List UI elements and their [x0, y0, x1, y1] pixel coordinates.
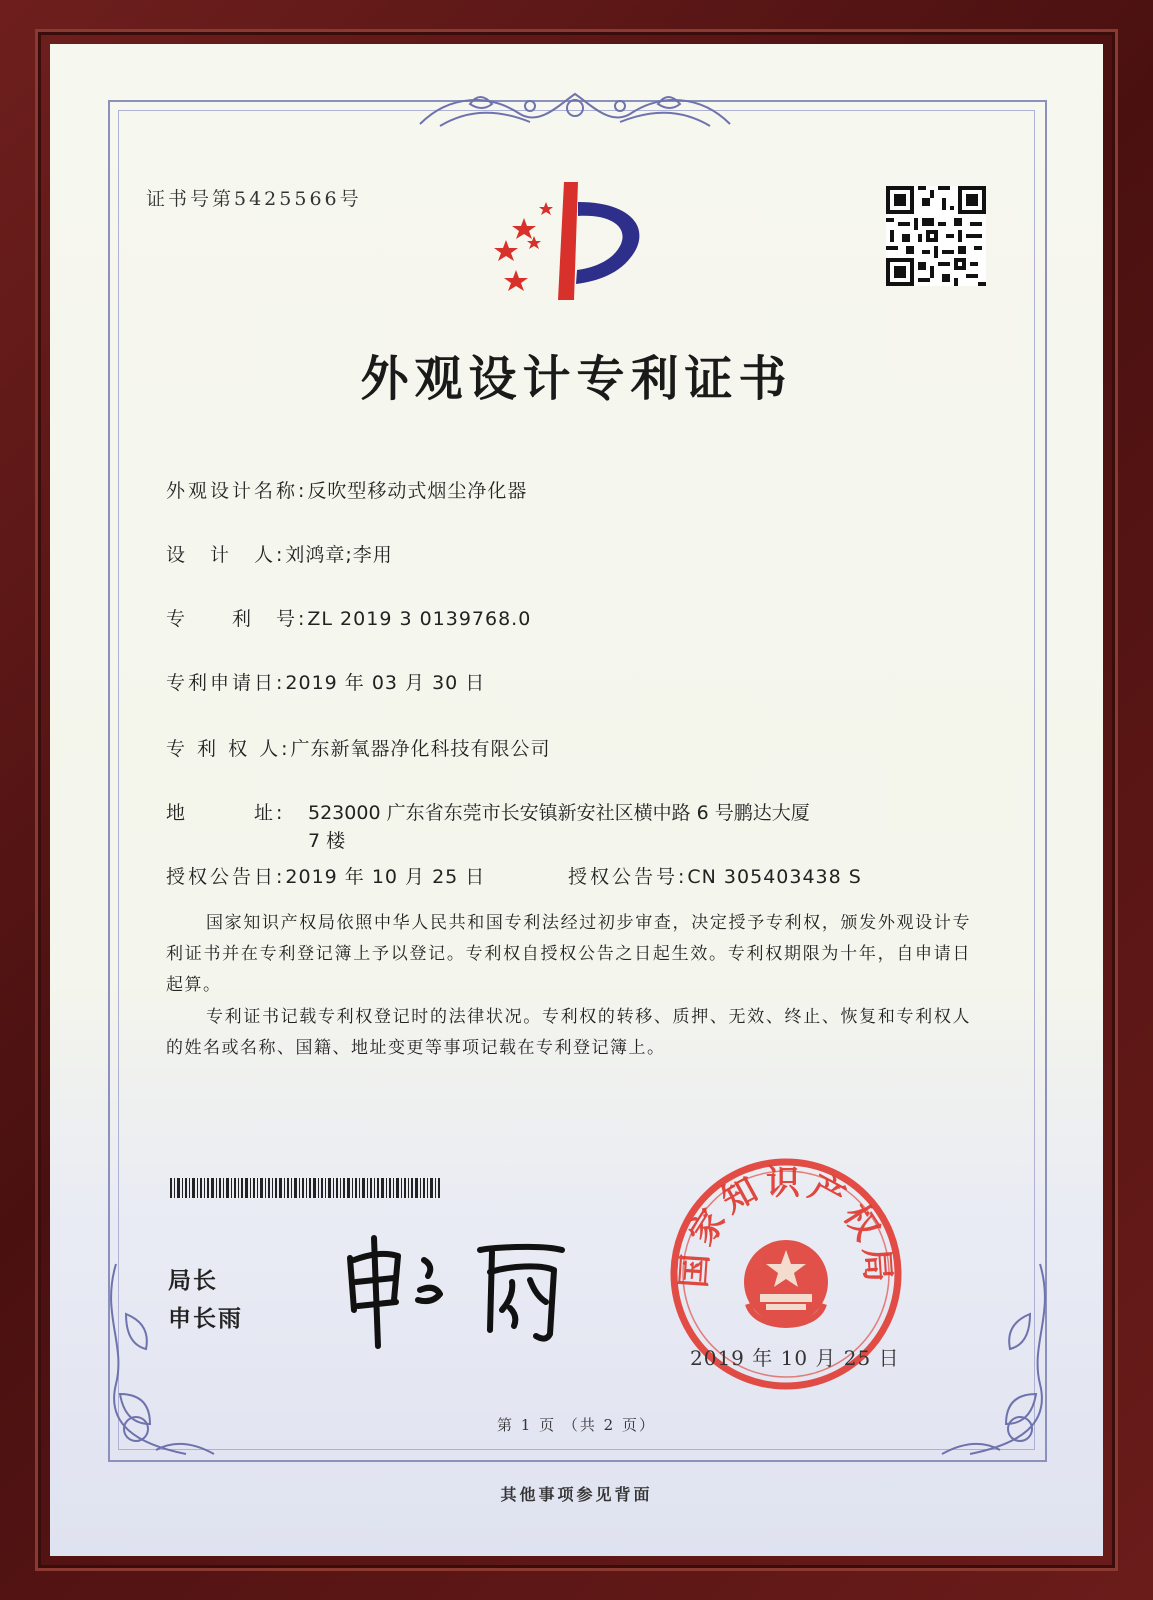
filing-date-label: 专利申请日: — [166, 672, 286, 694]
patentee-label: 专 利 权 人: — [166, 738, 291, 760]
director-name: 申长雨 — [168, 1306, 243, 1332]
designer-row — [166, 540, 393, 567]
grant-date-row — [166, 862, 485, 889]
handwritten-signature-icon — [340, 1230, 570, 1350]
seal-date: 2019 年 10 月 25 日 — [690, 1346, 900, 1370]
cnipa-logo-icon — [486, 182, 656, 312]
grant-number-row — [568, 862, 862, 889]
legal-status-paragraph: 专利证书记载专利权登记时的法律状况。专利权的转移、质押、无效、终止、恢复和专利权人的姓名或名称、国籍、地址变更等事项记载在专利登记簿上。 — [166, 1007, 971, 1058]
designer-label: 设 计 人: — [166, 544, 286, 566]
patent-number-value: ZL 2019 3 0139768.0 — [307, 608, 532, 630]
svg-text:国家知识产权局: 国家知识产权局 — [673, 1163, 899, 1290]
designer-value: 刘鸿章;李用 — [285, 544, 393, 566]
address-line-1: 523000 广东省东莞市长安镇新安社区横中路 6 号鹏达大厦 — [308, 802, 810, 824]
certificate-paper — [50, 44, 1103, 1556]
patent-number-row — [166, 604, 531, 631]
filing-date-row — [166, 668, 485, 695]
grant-date-value: 2019 年 10 月 25 日 — [285, 866, 486, 888]
address-row — [166, 798, 285, 825]
design-name-value: 反吹型移动式烟尘净化器 — [307, 480, 528, 502]
certificate-title: 外观设计专利证书 — [360, 351, 793, 407]
address-label: 地 址: — [166, 802, 286, 824]
qr-code-icon — [886, 186, 986, 286]
director-title: 局长 — [168, 1268, 218, 1294]
grant-date-label: 授权公告日: — [166, 866, 286, 888]
footer-note: 其他事项参见背面 — [500, 1485, 653, 1504]
filing-date-value: 2019 年 03 月 30 日 — [285, 672, 486, 694]
design-name-label: 外观设计名称: — [166, 480, 308, 502]
address-line-2: 7 楼 — [308, 830, 346, 852]
patentee-value: 广东新氧器净化科技有限公司 — [290, 738, 551, 760]
certificate-number: 证书号第5425566号 — [146, 188, 362, 210]
patentee-row — [166, 734, 551, 761]
grant-number-label: 授权公告号: — [568, 866, 688, 888]
barcode-icon — [170, 1178, 440, 1198]
design-name-row — [166, 476, 527, 503]
patent-number-label: 专 利 号: — [166, 608, 308, 630]
top-ornament-icon — [410, 84, 740, 136]
page-indicator: 第 1 页 （共 2 页） — [497, 1416, 656, 1434]
grant-number-value: CN 305403438 S — [687, 866, 862, 888]
grant-statement-paragraph: 国家知识产权局依照中华人民共和国专利法经过初步审查，决定授予专利权，颁发外观设计专利证书并在专利登记簿上予以登记。专利权自授权公告之日起生效。专利权期限为十年，自申请日起算。 — [166, 913, 971, 995]
